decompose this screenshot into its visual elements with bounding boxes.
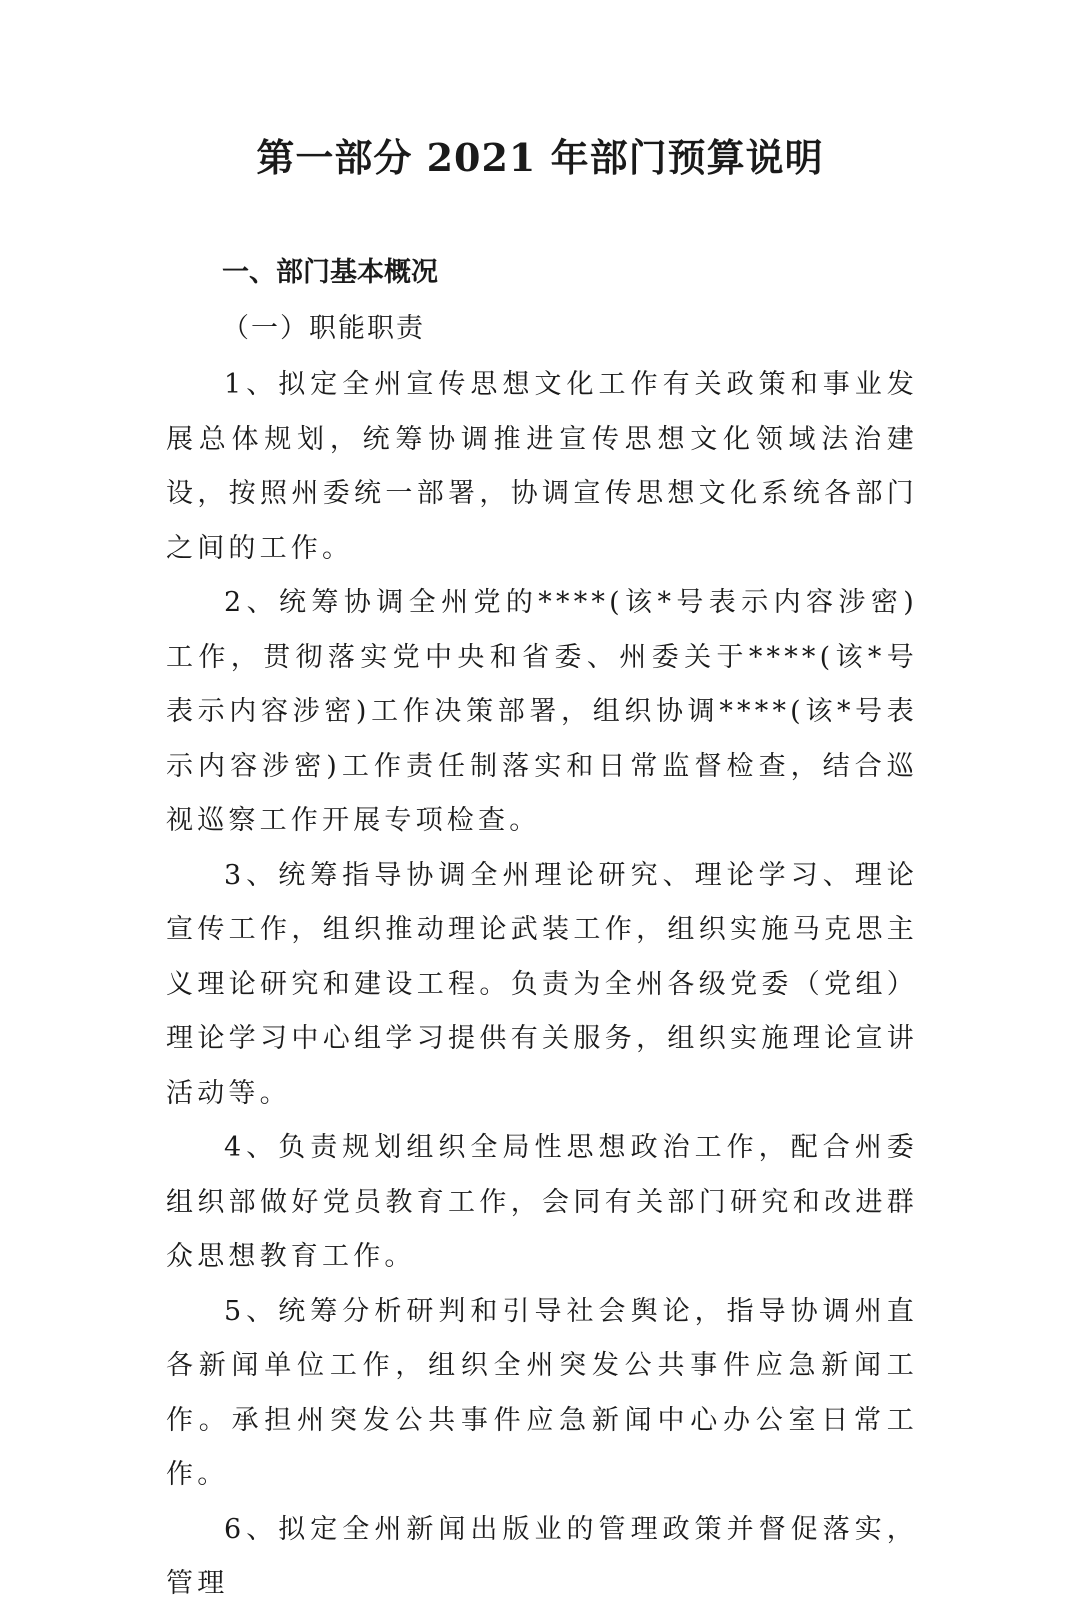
section-heading: 一、部门基本概况 [222,257,438,288]
body-text [166,358,918,1612]
paragraph-1: 1、拟定全州宣传思想文化工作有关政策和事业发展总体规划，统筹协调推进宣传思想文化领域法治建设，按照州委统一部署，协调宣传思想文化系统各部门之间的工作。 [166,369,918,564]
paragraph-4: 4、负责规划组织全局性思想政治工作，配合州委组织部做好党员教育工作，会同有关部门研究和改进群众思想教育工作。 [166,1132,918,1272]
paragraph-3: 3、统筹指导协调全州理论研究、理论学习、理论宣传工作，组织推动理论武装工作，组织实施马克思主义理论研究和建设工程。负责为全州各级党委（党组）理论学习中心组学习提供有关服务，组织实施理论宣讲活动等。 [166,859,918,1109]
subsection-heading: （一）职能职责 [222,313,425,344]
page-title: 第一部分 2021 年部门预算说明 [256,135,824,180]
paragraph-2: 2、统筹协调全州党的****(该*号表示内容涉密)工作，贯彻落实党中央和省委、州委关于****(该*号表示内容涉密)工作决策部署，组织协调****(该*号表示内容涉密)工作责任制落实和日常监督检查，结合巡视巡察工作开展专项检查。 [166,587,918,836]
paragraph-5: 5、统筹分析研判和引导社会舆论，指导协调州直各新闻单位工作，组织全州突发公共事件应急新闻工作。承担州突发公共事件应急新闻中心办公室日常工作。 [166,1295,918,1490]
paragraph-6: 6、拟定全州新闻出版业的管理政策并督促落实，管理 [166,1513,918,1599]
